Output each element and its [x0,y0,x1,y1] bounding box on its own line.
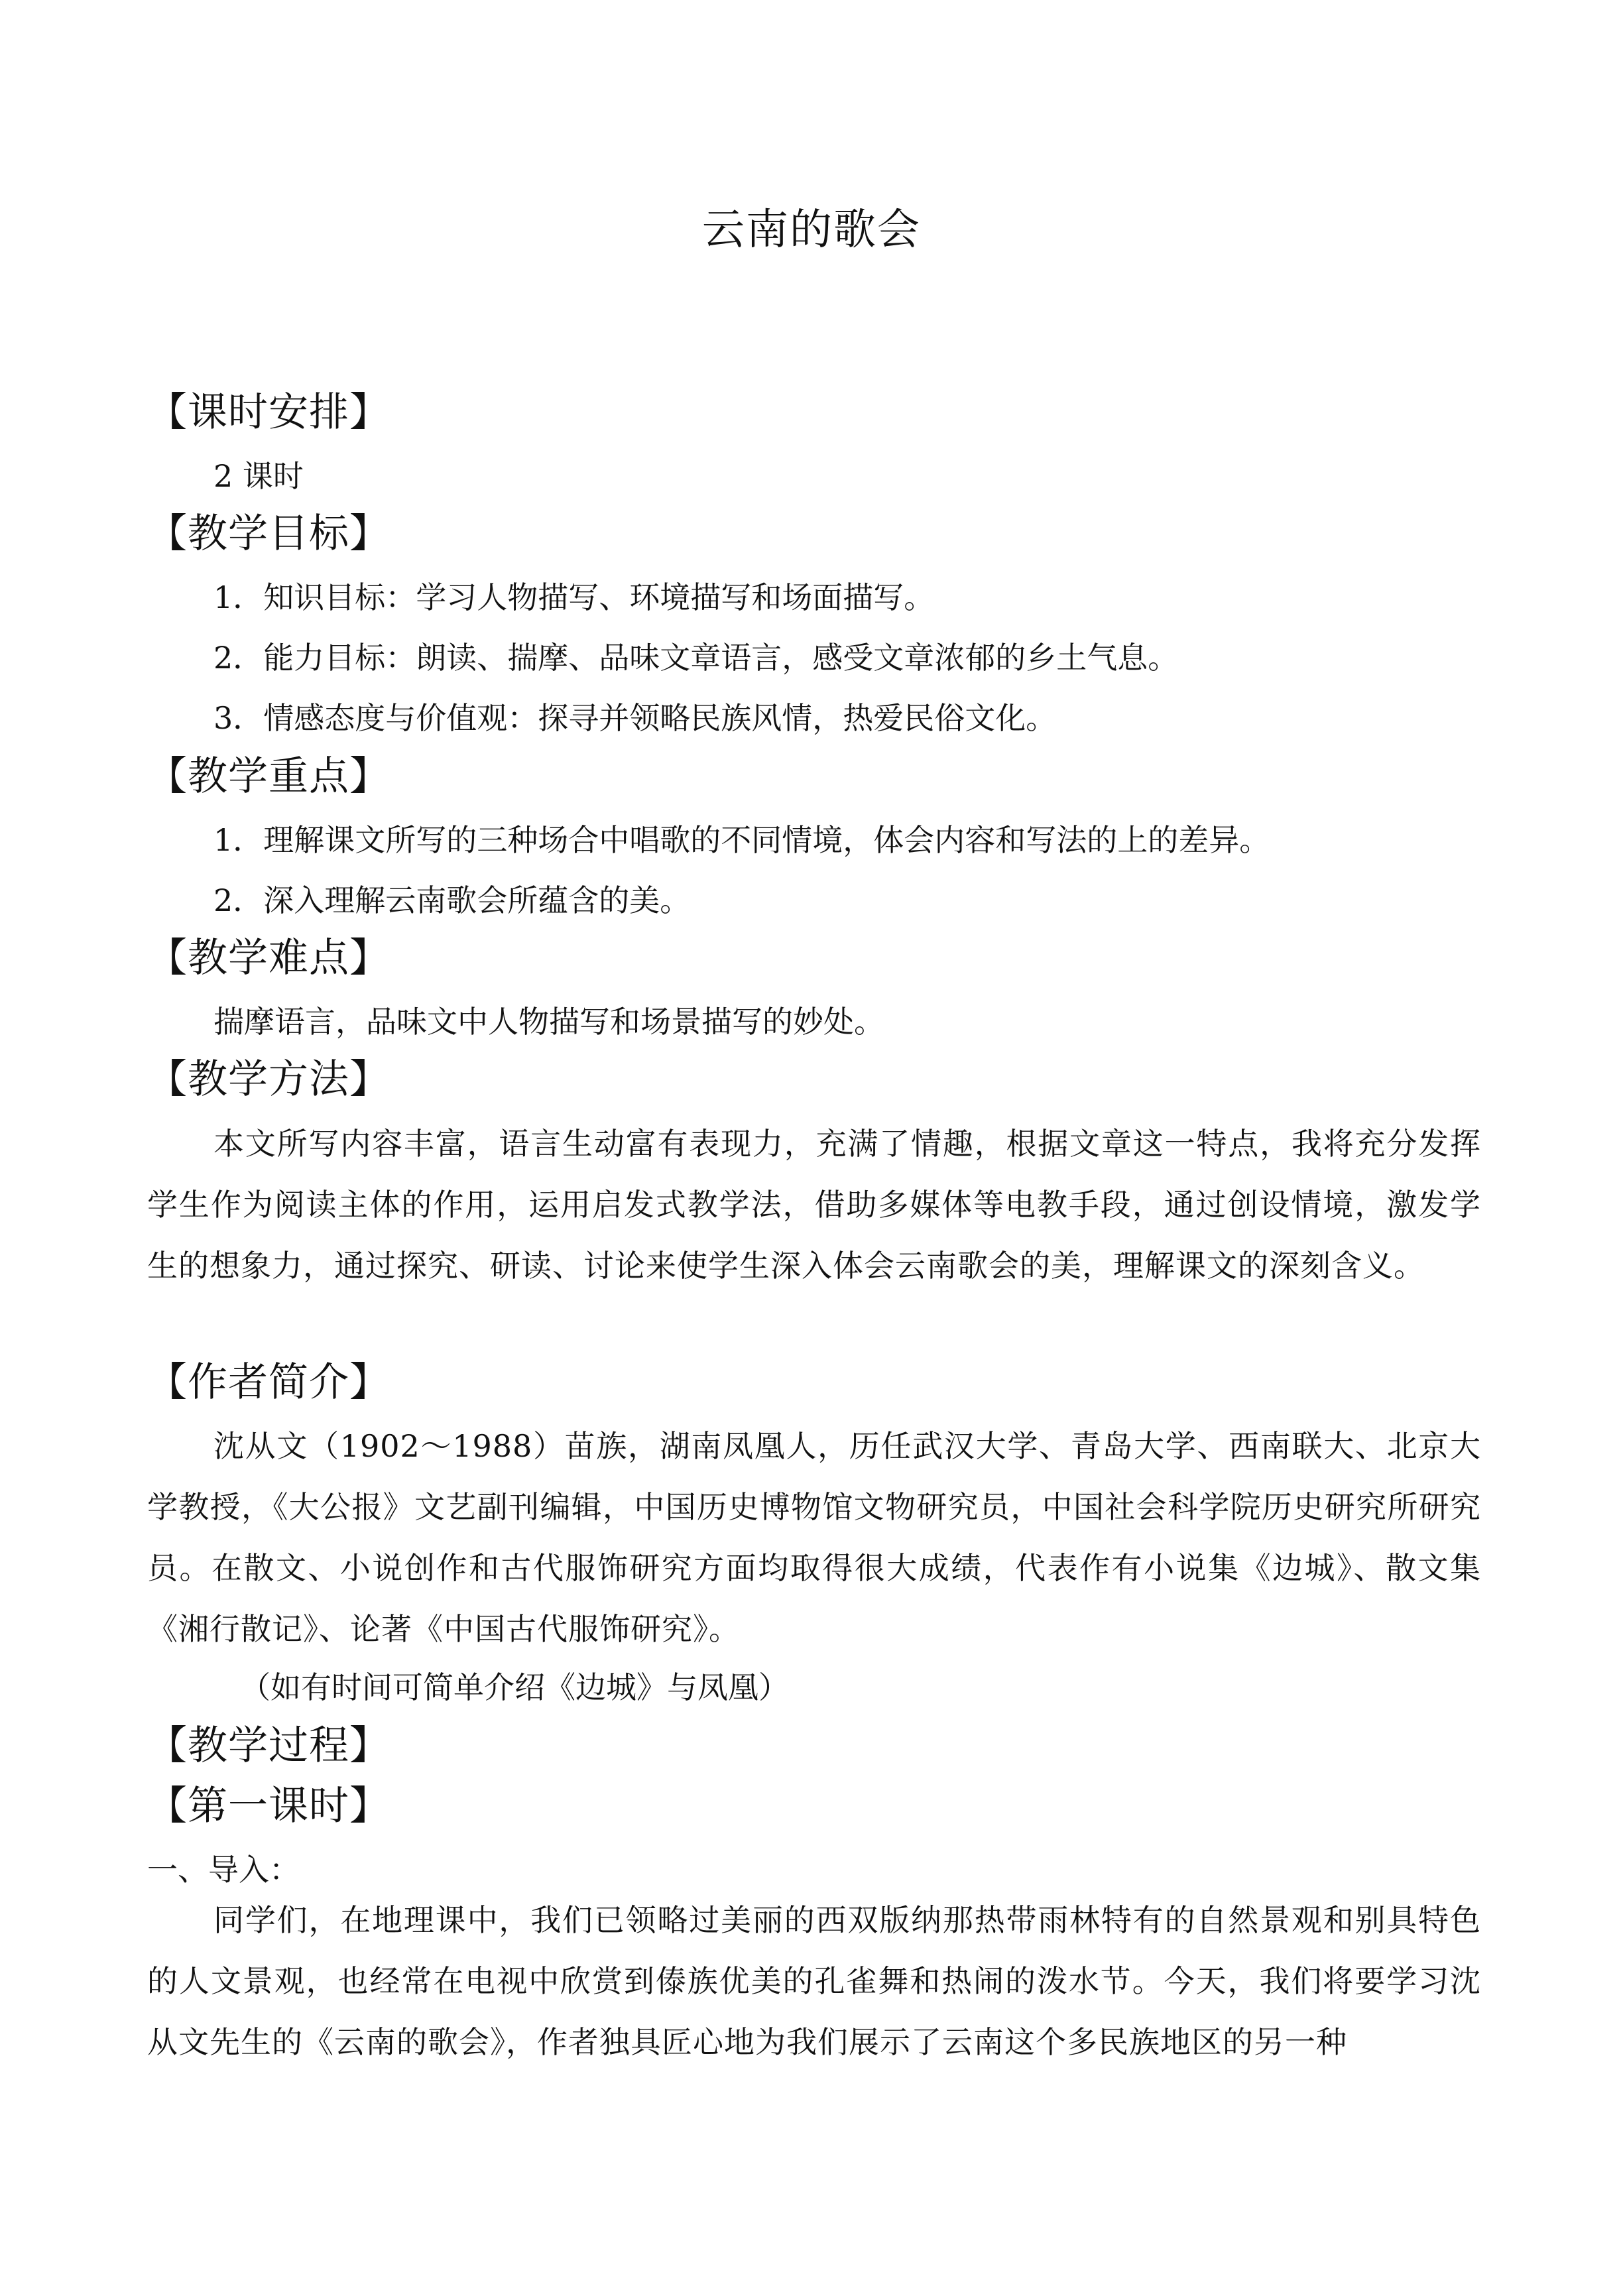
document-title: 云南的歌会 [702,206,921,255]
objective-item-2: 2．能力目标：朗读、揣摩、品味文章语言，感受文章浓郁的乡土气息。 [213,640,1179,676]
heading-schedule: 【课时安排】 [147,389,390,436]
intro-paragraph: 同学们，在地理课中，我们已领略过美丽的西双版纳那热带雨林特有的自然景观和别具特色的人文景观，也经常在电视中欣赏到傣族优美的孔雀舞和热闹的泼水节。今天，我们将要学习沈从文先生的《云南的歌会》，作者独具匠心地为我们展示了云南这个多民族地区的另一种 [147,1902,1481,2060]
heading-process: 【教学过程】 [147,1722,390,1769]
intro-label: 一、导入： [147,1852,300,1888]
heading-difficulties: 【教学难点】 [147,935,390,981]
objective-item-3: 3．情感态度与价值观：探寻并领略民族风情，热爱民俗文化。 [213,700,1057,736]
heading-key-points: 【教学重点】 [147,753,390,800]
methods-paragraph: 本文所写内容丰富，语言生动富有表现力，充满了情趣，根据文章这一特点，我将充分发挥学生作为阅读主体的作用，运用启发式教学法，借助多媒体等电教手段，通过创设情境，激发学生的想象力，通过探究、研读、讨论来使学生深入体会云南歌会的美，理解课文的深刻含义。 [147,1126,1481,1284]
heading-objectives: 【教学目标】 [147,511,390,557]
heading-lesson-one: 【第一课时】 [147,1783,390,1829]
heading-methods: 【教学方法】 [147,1056,390,1103]
key-point-item-2: 2．深入理解云南歌会所蕴含的美。 [213,882,691,918]
heading-author: 【作者简介】 [147,1359,390,1406]
author-note: （如有时间可简单介绍《边城》与凤凰） [240,1669,789,1705]
key-point-item-1: 1．理解课文所写的三种场合中唱歌的不同情境，体会内容和写法的上的差异。 [213,822,1270,858]
objective-item-1: 1．知识目标：学习人物描写、环境描写和场面描写。 [213,579,935,615]
author-paragraph: 沈从文（1902～1988）苗族，湖南凤凰人，历任武汉大学、青岛大学、西南联大、北京大学教授，《大公报》文艺副刊编辑，中国历史博物馆文物研究员，中国社会科学院历史研究所研究员。在散文、小说创作和古代服饰研究方面均取得很大成绩，代表作有小说集《边城》、散文集《湘行散记》、论著《中国古代服饰研究》。 [147,1428,1481,1647]
difficulties-text: 揣摩语言，品味文中人物描写和场景描写的妙处。 [213,1004,884,1040]
schedule-text: 2 课时 [213,458,304,494]
